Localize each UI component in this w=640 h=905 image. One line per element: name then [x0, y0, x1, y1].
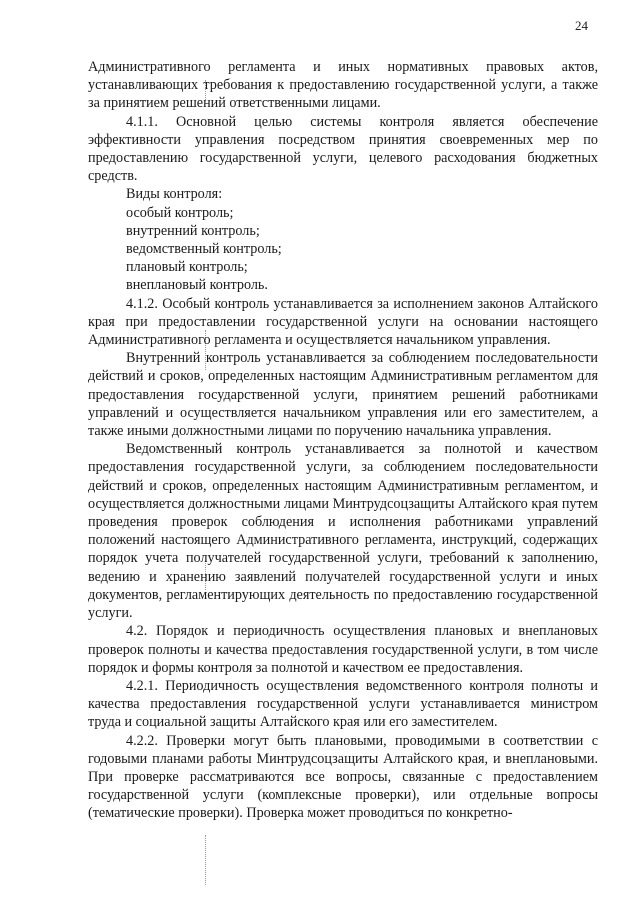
page-body	[88, 58, 598, 823]
paragraph-4-1-2: 4.1.2. Особый контроль устанавливается за исполнением законов Алтайского края при предоставлении государственной услуги на основании настоящего Административного регламента и осуществляется начальником управления.	[88, 295, 598, 349]
paragraph-departmental-control: Ведомственный контроль устанавливается за полнотой и качеством предоставления государственной услуги, за соблюдением последовательности действий и сроков, определенных настоящим Административным регламентом, и осуществляется должностными лицами Минтрудсоцзащиты Алтайского края путем проведения проверок соблюдения и исполнения работниками управлений положений настоящего Административного регламента, инструкций, содержащих порядок учета получателей государственной услуги, требований к заполнению, ведению и хранению заявлений получателей государственной услуги и иных документов, регламентирующих деятельность по предоставлению государственной услуги.	[88, 441, 598, 622]
scan-fold-mark	[205, 835, 206, 885]
paragraph-4-2: 4.2. Порядок и периодичность осуществления плановых и внеплановых проверок полноты и качества предоставления государственной услуги, в том числе порядок и формы контроля за полнотой и качеством ее предоставления.	[88, 623, 598, 676]
control-type-item: особый контроль;	[126, 204, 234, 221]
control-type-item: внутренний контроль;	[126, 222, 260, 239]
paragraph-4-2-1: 4.2.1. Периодичность осуществления ведомственного контроля полноты и качества предоставления государственной услуги устанавливается министром труда и социальной защиты Алтайского края или его заместителем.	[88, 677, 598, 731]
paragraph-continuation: Административного регламента и иных нормативных правовых актов, устанавливающих требования к предоставлению государственной услуги, а также за принятием решений ответственными лицами.	[88, 59, 598, 112]
page-number: 24	[575, 18, 588, 33]
control-types-heading: Виды контроля:	[126, 186, 223, 203]
paragraph-internal-control: Внутренний контроль устанавливается за соблюдением последовательности действий и сроков, определенных настоящим Административным регламентом для предоставления государственной услуги, принятием решений работниками управлений и осуществляется начальником управления или его заместителем, а также иными должностными лицами по поручению начальника управления.	[88, 350, 598, 440]
control-type-item: плановый контроль;	[126, 259, 248, 276]
control-type-item: внеплановый контроль.	[126, 277, 268, 294]
control-type-item: ведомственный контроль;	[126, 241, 282, 258]
paragraph-4-1-1: 4.1.1. Основной целью системы контроля является обеспечение эффективности управления посредством принятия своевременных мер по предоставлению государственной услуги, целевого расходования бюджетных средств.	[88, 113, 598, 185]
paragraph-4-2-2: 4.2.2. Проверки могут быть плановыми, проводимыми в соответствии с годовыми планами работы Минтрудсоцзащиты Алтайского края, и внеплановыми. При проверке рассматриваются все вопросы, связанные с предоставлением государственной услуги (комплексные проверки), или отдельные вопросы (тематические проверки). Проверка может проводиться по конкретно-	[88, 732, 598, 822]
